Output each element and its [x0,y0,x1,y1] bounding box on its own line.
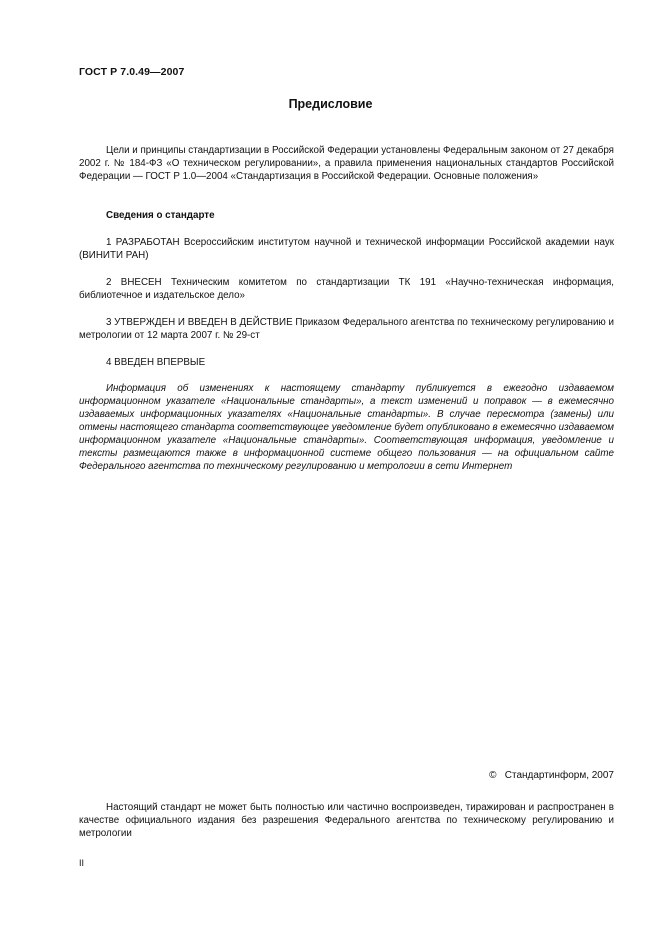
reproduction-notice: Настоящий стандарт не может быть полностью или частично воспроизведен, тиражирован и распространен в качестве официального издания без разрешения Федерального агентства по техническому регулированию и метрологии [79,802,614,839]
page-title: Предисловие [288,97,373,111]
standard-info-item-3: 3 УТВЕРЖДЕН И ВВЕДЕН В ДЕЙСТВИЕ Приказом Федерального агентства по техническому регулированию и метрологии от 12 марта 2007 г. № 29-ст [79,317,614,341]
standard-info-item-2: 2 ВНЕСЕН Техническим комитетом по стандартизации ТК 191 «Научно-техническая информация, библиотечное и издательское дело» [79,277,614,301]
standard-info-item-1: 1 РАЗРАБОТАН Всероссийским институтом научной и технической информации Российской академии наук (ВИНИТИ РАН) [79,237,614,261]
page-number: II [79,858,85,868]
standard-info-item-4: 4 ВВЕДЕН ВПЕРВЫЕ [106,357,206,368]
intro-paragraph: Цели и принципы стандартизации в Российской Федерации установлены Федеральным законом от 27 декабря 2002 г. № 184-ФЗ «О техническом регулировании», а правила применения национальных стандартов Российской Федерации — ГОСТ Р 1.0—2004 «Стандартизация в Российской Федерации. Основные положения» [79,145,614,182]
standard-info-heading: Сведения о стандарте [106,210,215,221]
document-code-header: ГОСТ Р 7.0.49—2007 [79,66,185,78]
copyright-line: © Стандартинформ, 2007 [489,770,614,781]
changes-notice-paragraph: Информация об изменениях к настоящему стандарту публикуется в ежегодно издаваемом информационном указателе «Национальные стандарты», а текст изменений и поправок — в ежемесячно издаваемых информационных указателях «Национальные стандарты». В случае пересмотра (замены) или отмены настоящего стандарта соответствующее уведомление будет опубликовано в ежемесячно издаваемом информационном указателе «Национальные стандарты». Соответствующая информация, уведомление и тексты размещаются также в информационной системе общего пользования — на официальном сайте Федерального агентства по техническому регулированию и метрологии в сети Интернет [79,383,614,472]
